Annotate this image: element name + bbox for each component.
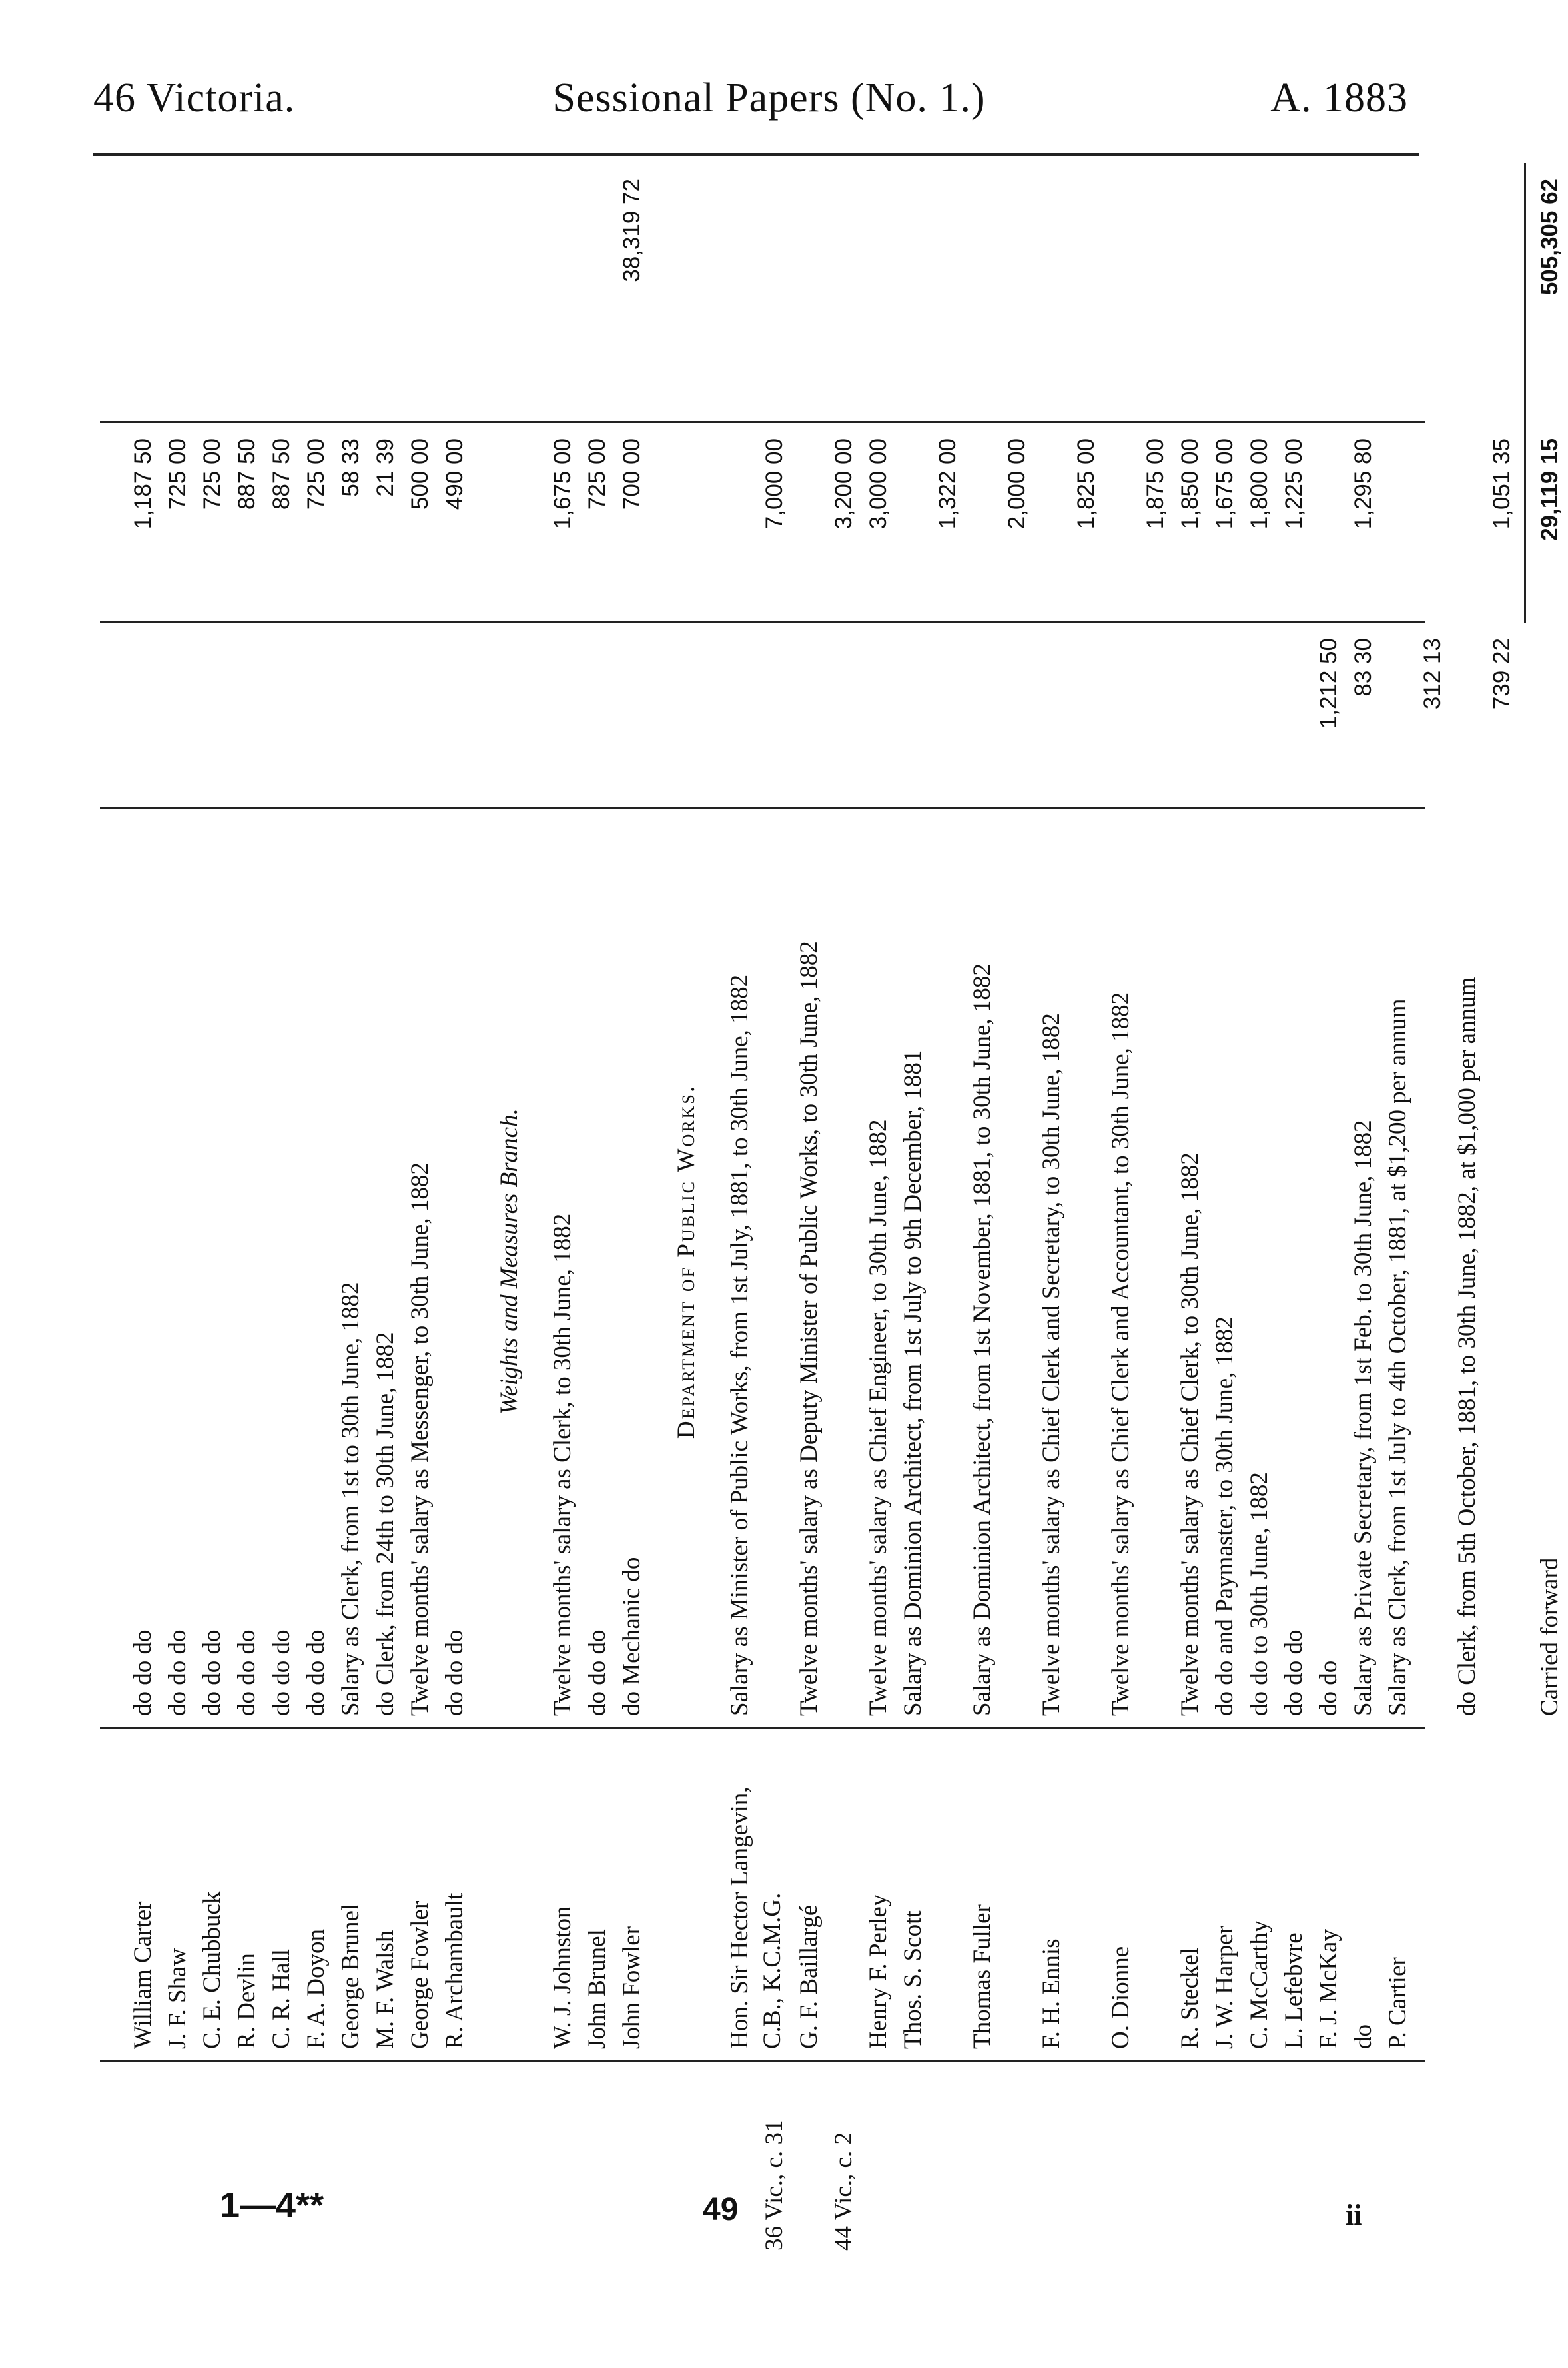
name-cell: do bbox=[1350, 2024, 1377, 2049]
sub-cell: 739 22 bbox=[1489, 638, 1515, 710]
amount-column bbox=[100, 421, 1563, 623]
service-cell: Twelve months' salary as Clerk, to 30th June, 1882 bbox=[549, 1213, 576, 1716]
name-cell: P. Cartier bbox=[1384, 1957, 1411, 2049]
service-column bbox=[100, 807, 1563, 1729]
name-cell: William Carter bbox=[129, 1901, 157, 2049]
name-cell: George Fowler bbox=[406, 1900, 434, 2049]
service-cell: Twelve months' salary as Chief Clerk and Secretary, to 30th June, 1882 bbox=[1038, 1013, 1065, 1716]
name-cell: Thomas Fuller bbox=[969, 1904, 996, 2049]
name-cell: F. A. Doyon bbox=[302, 1928, 330, 2049]
amount-cell: 29,119 15 bbox=[1537, 438, 1563, 541]
name-cell: C. R. Hall bbox=[268, 1948, 295, 2049]
service-cell: Salary as Clerk, from 1st to 30th June, 1882 bbox=[337, 1282, 364, 1716]
amount-cell: 725 00 bbox=[165, 438, 191, 510]
amount-cell: 725 00 bbox=[303, 438, 329, 510]
amount-cell: 887 50 bbox=[234, 438, 260, 510]
sub-cell: 1,212 50 bbox=[1316, 638, 1342, 729]
service-cell: do do do bbox=[441, 1629, 468, 1716]
service-cell: do do do bbox=[164, 1629, 191, 1716]
amount-cell: 725 00 bbox=[584, 438, 610, 510]
sub-cell: 83 30 bbox=[1350, 638, 1376, 697]
year-label: A. 1883 bbox=[1270, 75, 1408, 121]
amount-cell: 1,225 00 bbox=[1281, 438, 1307, 530]
page-number: 49 bbox=[703, 2192, 739, 2227]
amount-cell: 7,000 00 bbox=[761, 438, 787, 530]
name-cell: George Brunel bbox=[337, 1903, 364, 2049]
sheet-mark: ii bbox=[1346, 2199, 1362, 2231]
amount-cell: 1,295 80 bbox=[1350, 438, 1376, 530]
total-cell: 38,319 72 bbox=[619, 179, 645, 282]
name-cell: J. F. Shaw bbox=[164, 1948, 191, 2049]
name-cell: F. H. Ennis bbox=[1038, 1938, 1065, 2049]
amount-cell: 700 00 bbox=[619, 438, 645, 510]
amount-cell: 1,825 00 bbox=[1073, 438, 1099, 530]
service-cell: Carried forward bbox=[1536, 1557, 1563, 1716]
service-cell: do do do bbox=[198, 1629, 226, 1716]
total-column bbox=[100, 161, 1563, 423]
name-cell: O. Dionne bbox=[1107, 1946, 1134, 2049]
service-cell: Twelve months' salary as Deputy Minister of Public Works, to 30th June, 1882 bbox=[795, 941, 823, 1716]
name-cell: John Brunel bbox=[584, 1929, 611, 2049]
service-cell: Twelve months' salary as Chief Engineer, to 30th June, 1882 bbox=[865, 1119, 892, 1716]
document-title: Sessional Papers (No. 1.) bbox=[552, 75, 986, 121]
amount-cell: 1,850 00 bbox=[1177, 438, 1203, 530]
service-cell: Weights and Measures Branch. bbox=[496, 1108, 523, 1415]
sub-cell: 312 13 bbox=[1419, 638, 1445, 710]
auth-cell: 36 Vic., c. 31 bbox=[761, 2120, 788, 2251]
service-cell: do do do bbox=[1280, 1629, 1308, 1716]
total-rule bbox=[1524, 163, 1526, 623]
name-cell: R. Devlin bbox=[233, 1953, 260, 2049]
salary-table bbox=[100, 163, 1563, 2261]
printer-signature: 1—4** bbox=[220, 2185, 324, 2225]
service-cell: do Mechanic do bbox=[618, 1557, 645, 1716]
name-cell: M. F. Walsh bbox=[372, 1930, 399, 2049]
service-cell: do Clerk, from 5th October, 1881, to 30th June, 1882, at $1,000 per annum bbox=[1453, 977, 1481, 1716]
name-cell: C. E. Chubbuck bbox=[198, 1891, 226, 2049]
amount-cell: 725 00 bbox=[199, 438, 225, 510]
service-cell: do do do bbox=[129, 1629, 157, 1716]
name-cell: L. Lefebvre bbox=[1280, 1932, 1308, 2049]
total-cell: 505,305 62 bbox=[1537, 179, 1563, 296]
service-cell: Twelve months' salary as Chief Clerk and Accountant, to 30th June, 1882 bbox=[1107, 992, 1134, 1716]
name-cell: R. Archambault bbox=[441, 1892, 468, 2049]
service-cell: Salary as Dominion Architect, from 1st November, 1881, to 30th June, 1882 bbox=[969, 963, 996, 1716]
service-cell: do do and Paymaster, to 30th June, 1882 bbox=[1211, 1316, 1238, 1716]
service-cell: do do do bbox=[233, 1629, 260, 1716]
amount-cell: 1,800 00 bbox=[1246, 438, 1272, 530]
service-cell: do do do bbox=[584, 1629, 611, 1716]
amount-cell: 490 00 bbox=[442, 438, 468, 510]
amount-cell: 500 00 bbox=[407, 438, 433, 510]
amount-cell: 1,187 50 bbox=[130, 438, 156, 530]
amount-cell: 1,875 00 bbox=[1142, 438, 1168, 530]
rotated-table-frame bbox=[100, 163, 1563, 2261]
amount-cell: 1,675 00 bbox=[1212, 438, 1238, 530]
name-cell: John Fowler bbox=[618, 1926, 645, 2049]
service-cell: do do do bbox=[302, 1629, 330, 1716]
service-cell: Salary as Private Secretary, from 1st Feb. to 30th June, 1882 bbox=[1350, 1120, 1377, 1716]
page-header bbox=[0, 0, 1538, 160]
service-cell: do do do bbox=[268, 1629, 295, 1716]
amount-cell: 1,322 00 bbox=[935, 438, 961, 530]
name-cell: Henry F. Perley bbox=[865, 1894, 892, 2049]
name-cell: J. W. Harper bbox=[1211, 1926, 1238, 2049]
name-column bbox=[100, 1727, 1425, 2062]
name-cell: Thos. S. Scott bbox=[899, 1910, 927, 2049]
authority-column bbox=[100, 2062, 1425, 2261]
name-cell: Hon. Sir Hector Langevin, C.B., K.C.M.G. bbox=[726, 1786, 786, 2049]
amount-cell: 887 50 bbox=[268, 438, 294, 510]
amount-cell: 3,000 00 bbox=[865, 438, 891, 530]
name-cell: C. McCarthy bbox=[1246, 1920, 1273, 2049]
auth-cell: 44 Vic., c. 2 bbox=[830, 2132, 857, 2251]
service-cell: do Clerk, from 24th to 30th June, 1882 bbox=[372, 1332, 399, 1716]
subtotal-column bbox=[100, 621, 1515, 809]
service-cell: Salary as Clerk, from 1st July to 4th October, 1881, at $1,200 per annum bbox=[1384, 998, 1411, 1716]
service-cell: Twelve months' salary as Messenger, to 30th June, 1882 bbox=[406, 1162, 434, 1716]
name-cell: R. Steckel bbox=[1176, 1947, 1204, 2049]
name-cell: F. J. McKay bbox=[1315, 1929, 1342, 2049]
service-cell: Department of Public Works. bbox=[673, 1084, 700, 1439]
amount-cell: 3,200 00 bbox=[831, 438, 857, 530]
amount-cell: 1,675 00 bbox=[550, 438, 576, 530]
name-cell: W. J. Johnston bbox=[549, 1906, 576, 2049]
name-cell: G. F. Baillargé bbox=[795, 1904, 823, 2049]
amount-cell: 21 39 bbox=[372, 438, 398, 497]
service-cell: Twelve months' salary as Chief Clerk, to 30th June, 1882 bbox=[1176, 1152, 1204, 1716]
amount-cell: 1,051 35 bbox=[1489, 438, 1515, 530]
amount-cell: 58 33 bbox=[338, 438, 364, 497]
service-cell: Salary as Minister of Public Works, from 1st July, 1881, to 30th June, 1882 bbox=[726, 974, 753, 1716]
service-cell: Salary as Dominion Architect, from 1st July to 9th December, 1881 bbox=[899, 1050, 927, 1716]
session-label: 46 Victoria. bbox=[93, 75, 296, 121]
service-cell: do do bbox=[1315, 1660, 1342, 1716]
amount-cell: 2,000 00 bbox=[1004, 438, 1030, 530]
header-rule bbox=[93, 153, 1419, 156]
service-cell: do do to 30th June, 1882 bbox=[1246, 1472, 1273, 1716]
